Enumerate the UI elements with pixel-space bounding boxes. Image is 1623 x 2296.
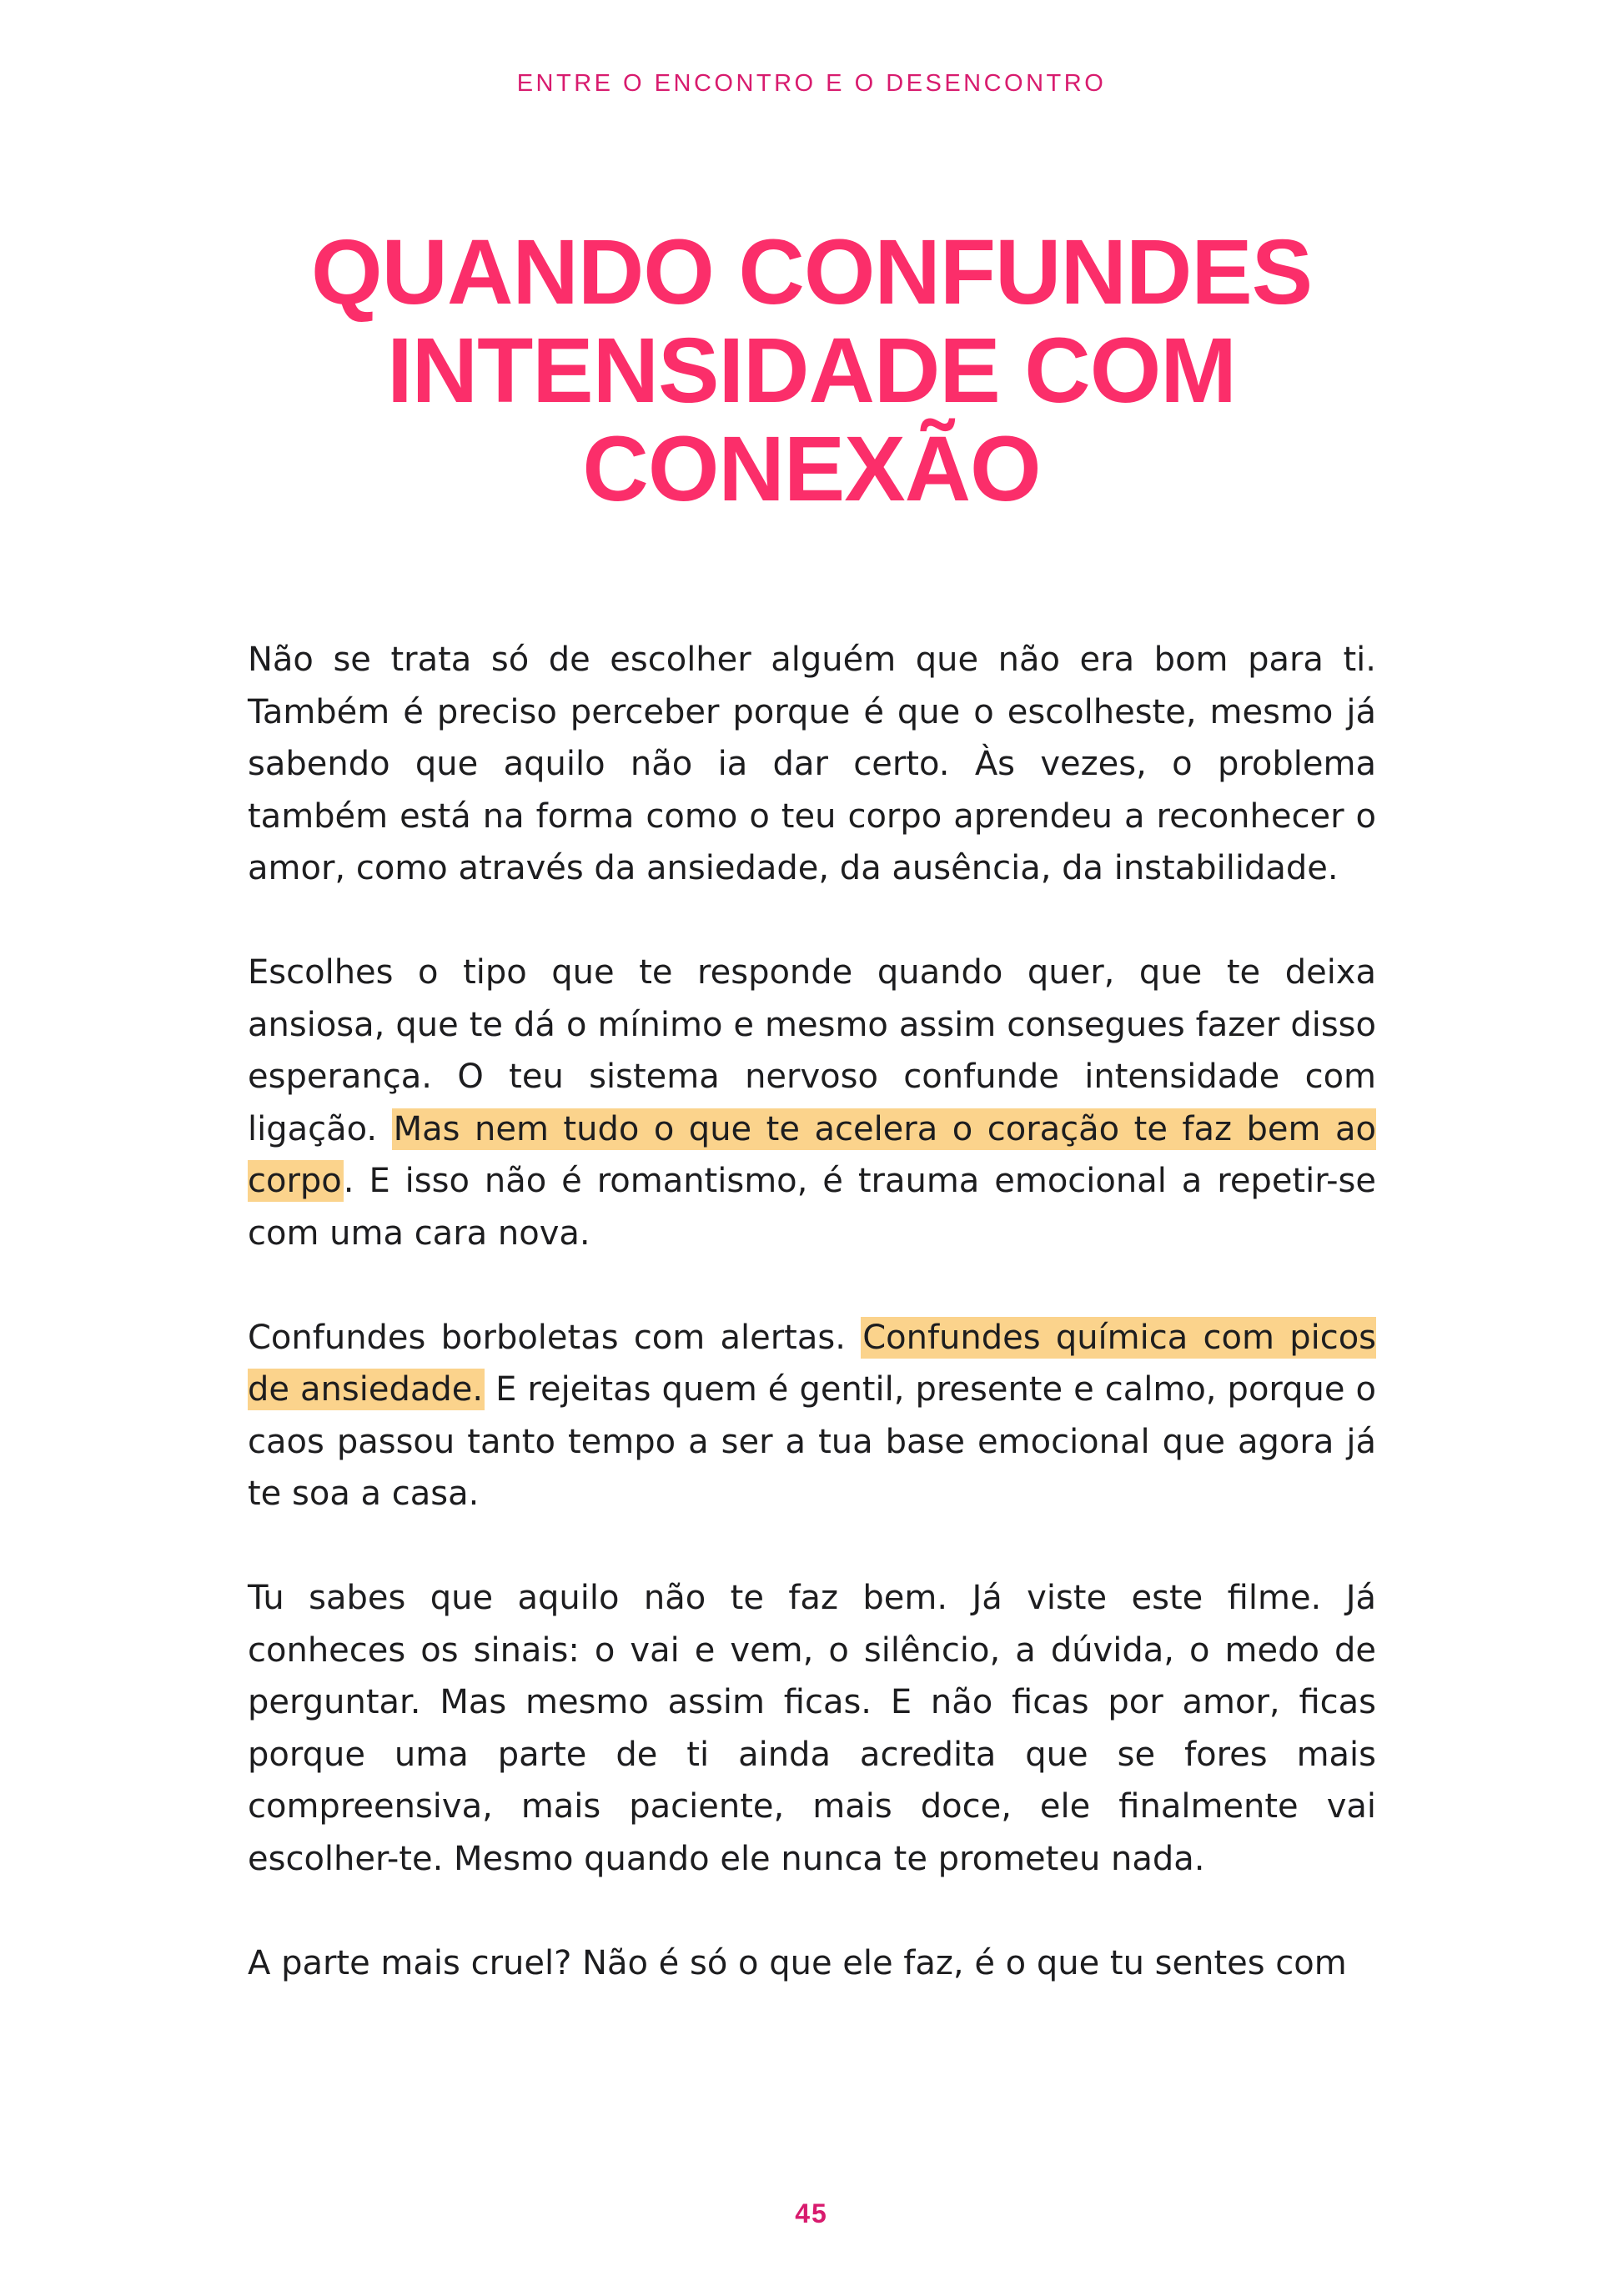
chapter-title — [0, 221, 1623, 520]
body-text — [248, 634, 1376, 2042]
paragraph-1: Não se trata só de escolher alguém que não era bom para ti. Também é preciso perceber porque é que o escolheste, mesmo já sabendo que aquilo não ia dar certo. Às vezes, o problema também está na forma como o teu corpo aprendeu a reconhecer o amor, como através da ansiedade, da ausência, da instabilidade. — [248, 641, 1376, 887]
paragraph-2-text-start: Escolhes o tipo que te responde quando quer, que te deixa ansiosa, que te dá o mínimo e mesmo assim consegues fazer disso esperança. O teu sistema nervoso confunde intensidade com ligação. — [248, 953, 1376, 1148]
page-number: 45 — [795, 2198, 828, 2228]
highlighted-passage-1: Mas nem tudo o que te acelera o coração te faz bem ao corpo — [248, 1109, 1376, 1200]
paragraph-3-text-start: Confundes borboletas com alertas. — [248, 1318, 862, 1357]
paragraph-3-text-end: E rejeitas quem é gentil, presente e calmo, porque o caos passou tanto tempo a ser a tua base emocional que agora já te soa a casa. — [248, 1370, 1377, 1513]
chapter-title-line-1: QUANDO CONFUNDES — [310, 221, 1313, 324]
running-header: ENTRE O ENCONTRO E O DESENCONTRO — [516, 70, 1107, 97]
paragraph-2-text-end: . E isso não é romantismo, é trauma emocional a repetir-se com uma cara nova. — [248, 1162, 1376, 1253]
chapter-title-line-2: INTENSIDADE COM — [387, 319, 1236, 422]
paragraph-3 — [248, 1312, 1376, 1520]
highlighted-passage-2: Confundes química com picos de ansiedade. — [248, 1318, 1377, 1409]
paragraph-4: Tu sabes que aquilo não te faz bem. Já viste este filme. Já conheces os sinais: o vai e vem, o silêncio, a dúvida, o medo de perguntar. Mas mesmo assim ficas. E não ficas por amor, ficas porque uma parte de ti ainda acredita que se fores mais compreensiva, mais paciente, mais doce, ele finalmente vai escolher-te. Mesmo quando ele nunca te prometeu nada. — [248, 1579, 1376, 1878]
paragraph-2 — [248, 947, 1376, 1259]
chapter-title-line-3: CONEXÃO — [582, 418, 1041, 520]
paragraph-5: A parte mais cruel? Não é só o que ele faz, é o que tu sentes com — [248, 1943, 1347, 1982]
